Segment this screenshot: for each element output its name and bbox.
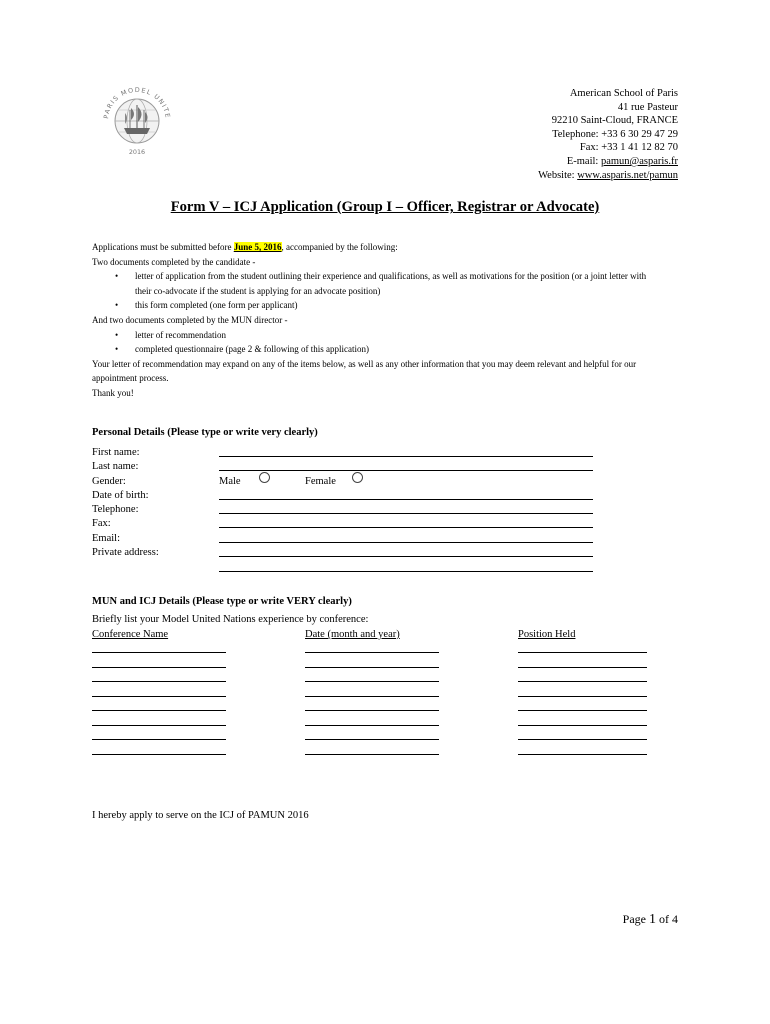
ship-globe-seal-icon [100,84,174,158]
dob-label: Date of birth: [92,490,149,501]
position-header: Position Held [518,629,576,640]
dob-field[interactable] [219,499,593,500]
conference-name-header: Conference Name [92,629,169,640]
intro-section [92,240,692,401]
first-name-field[interactable] [219,456,593,457]
form-title: Form V – ICJ Application (Group I – Officer, Registrar or Advocate) [170,199,600,215]
contact-block [538,87,678,182]
date-field[interactable] [305,754,439,755]
thanks-line: Thank you! [92,387,134,398]
deadline-suffix: , accompanied by the following: [281,242,398,252]
male-radio[interactable] [259,472,270,483]
candidate-heading: Two documents completed by the candidate - [92,256,256,267]
email-line [538,155,678,169]
position-field[interactable] [518,739,647,740]
director-item-text: letter of recommendation [135,329,226,340]
gender-label: Gender: [92,476,126,487]
page-total: of 4 [656,912,678,926]
pamun-logo [100,84,174,158]
female-radio[interactable] [352,472,363,483]
position-field[interactable] [518,754,647,755]
position-field[interactable] [518,681,647,682]
conference-name-field[interactable] [92,681,226,682]
closing-line: appointment process. [92,373,169,384]
conference-name-field[interactable] [92,667,226,668]
school-name: American School of Paris [569,88,678,99]
email-label: E-mail: [566,155,601,167]
address-field[interactable] [219,556,593,557]
personal-details-heading: Personal Details (Please type or write very clearly) [92,427,318,438]
conference-name-field[interactable] [92,652,226,653]
closing-line: Your letter of recommendation may expand on any of the items below, as well as any other information that you may deem relevant and helpful for our [92,358,637,369]
date-field[interactable] [305,667,439,668]
date-header: Date (month and year) [305,629,400,640]
website-line [538,169,678,183]
position-field[interactable] [518,725,647,726]
candidate-item-text: this form completed (one form per applicant) [135,300,298,311]
director-heading: And two documents completed by the MUN director - [92,314,288,325]
position-field[interactable] [518,696,647,697]
address-field-line2[interactable] [219,571,593,572]
position-field[interactable] [518,710,647,711]
candidate-item-continuation: their co-advocate if the student is applying for an advocate position) [135,285,381,296]
logo-year: 2016 [128,148,146,156]
telephone-field[interactable] [219,513,593,514]
conference-name-field[interactable] [92,754,226,755]
candidate-item [92,298,692,313]
last-name-label: Last name: [92,461,139,472]
candidate-item [92,269,692,284]
page-current: 1 [649,912,656,927]
fax-line: Fax: +33 1 41 12 82 70 [579,142,678,154]
website-label: Website: [538,169,578,181]
declaration: I hereby apply to serve on the ICJ of PAMUN 2016 [92,810,309,821]
conference-name-field[interactable] [92,696,226,697]
date-field[interactable] [305,696,439,697]
fax-field[interactable] [219,527,593,528]
bullet-icon: • [115,329,119,340]
date-field[interactable] [305,681,439,682]
logo-ring-text: PARIS MODEL UNITE [102,85,172,120]
deadline-line [92,240,692,255]
address-label: Private address: [92,547,159,558]
conference-name-field[interactable] [92,725,226,726]
director-item [92,342,692,357]
conference-name-field[interactable] [92,739,226,740]
mun-details-heading: MUN and ICJ Details (Please type or write VERY clearly) [92,596,352,607]
email-field[interactable] [219,542,593,543]
bullet-icon: • [115,300,119,311]
email-link[interactable]: pamun@asparis.fr [600,155,678,167]
date-field[interactable] [305,725,439,726]
date-field[interactable] [305,739,439,740]
position-field[interactable] [518,667,647,668]
website-link[interactable]: www.asparis.net/pamun [577,169,678,181]
fax-label: Fax: [92,518,111,529]
mun-prompt: Briefly list your Model United Nations experience by conference: [92,614,369,625]
conference-name-field[interactable] [92,710,226,711]
candidate-item-text: letter of application from the student outlining their experience and qualifications, as well as motivations for the position (or a joint letter with [135,271,647,282]
telephone-line: Telephone: +33 6 30 29 47 29 [552,128,678,140]
email-label: Email: [92,533,120,544]
deadline-date: June 5, 2016 [233,242,282,252]
director-item [92,328,692,343]
bullet-icon: • [115,271,119,282]
female-label: Female [305,476,336,487]
last-name-field[interactable] [219,470,593,471]
street-address: 41 rue Pasteur [617,101,678,113]
page-prefix: Page [622,912,649,926]
position-field[interactable] [518,652,647,653]
bullet-icon: • [115,344,119,355]
date-field[interactable] [305,710,439,711]
page-number [623,912,678,928]
date-field[interactable] [305,652,439,653]
male-label: Male [219,476,241,487]
city-address: 92210 Saint-Cloud, FRANCE [551,115,678,127]
deadline-prefix: Applications must be submitted before [92,242,234,252]
director-item-text: completed questionnaire (page 2 & following of this application) [135,344,369,355]
telephone-label: Telephone: [92,504,139,515]
first-name-label: First name: [92,447,140,458]
